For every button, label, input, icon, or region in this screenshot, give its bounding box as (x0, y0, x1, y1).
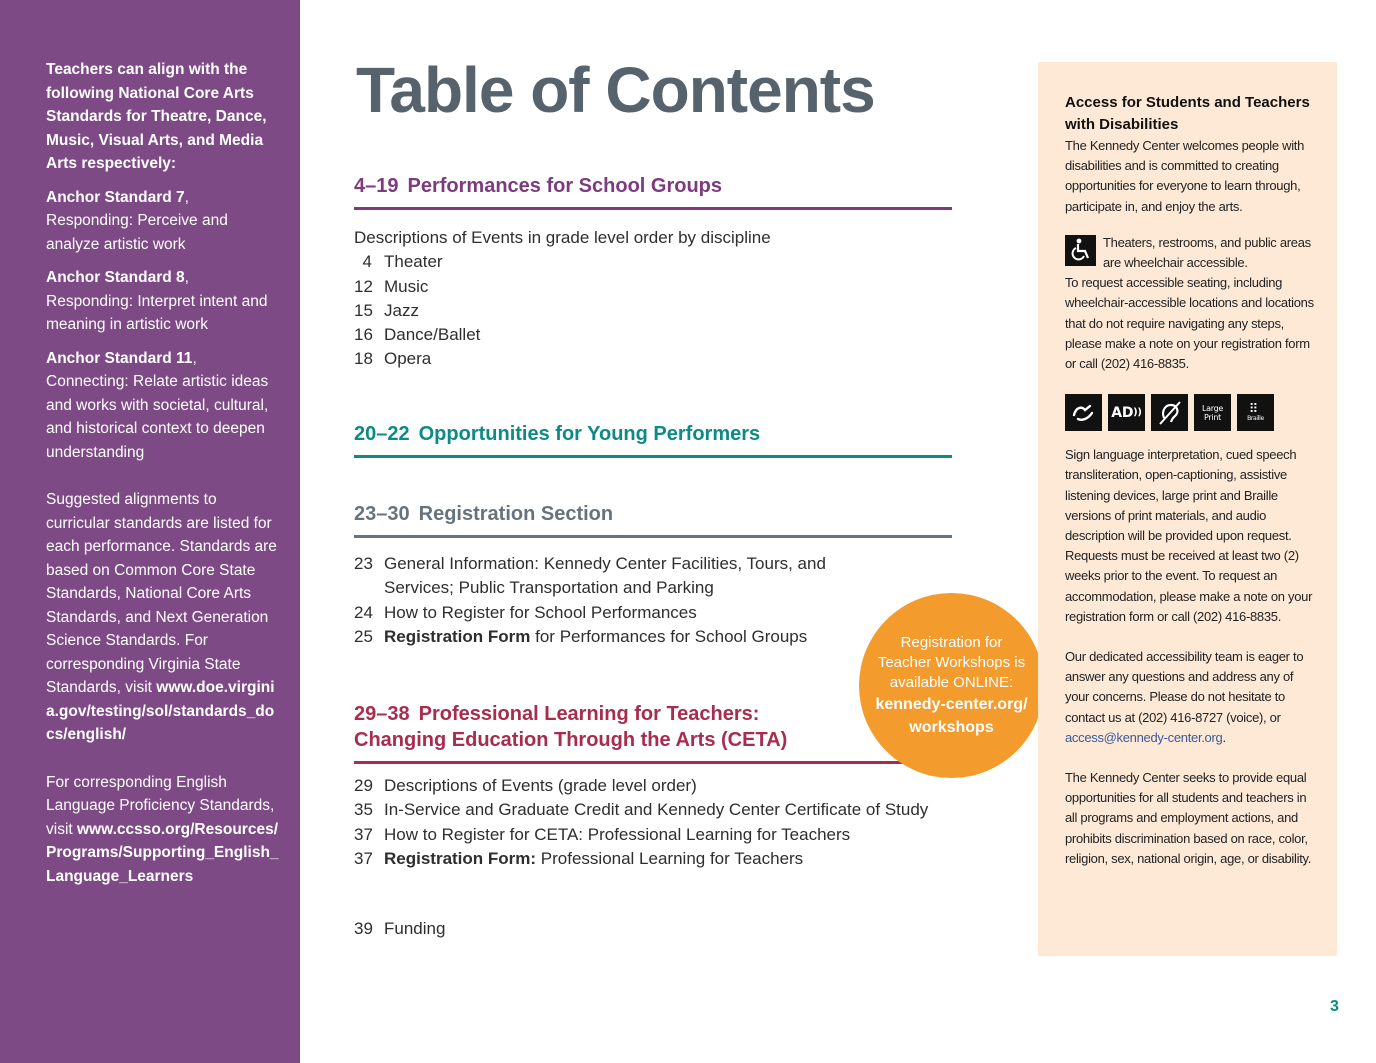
section-pages: 20–22 (354, 423, 410, 445)
section-pages: 4–19 (354, 175, 399, 197)
anchor-label: Anchor Standard 11 (46, 349, 193, 367)
alignments-paragraph (46, 488, 280, 747)
ccsso-link[interactable]: www.ccsso.org/Resources/Programs/Supporting_English_Language_Learners (46, 820, 279, 885)
toc-item[interactable]: 15 Jazz (354, 300, 419, 320)
wheelchair-text: Theaters, restrooms, and public areas are wheelchair accessible. (1103, 234, 1311, 271)
section-subtitle: Changing Education Through the Arts (CETA) (354, 729, 788, 751)
section-rule (354, 761, 952, 764)
toc-list (354, 917, 952, 941)
alignments-text: Suggested alignments to curricular standards are listed for each performance. Standards are based on Common Core State Standards, National Core Arts Standards, and Next Generation Science Standards. For corresponding Virginia State Standards, visit (46, 491, 277, 696)
toc-item[interactable]: 37 How to Register for CETA: Professional Learning for Teachers (354, 824, 851, 844)
section-performances (354, 173, 952, 372)
section-funding (354, 917, 952, 941)
standards-sidebar (0, 0, 300, 1063)
anchor-label: Anchor Standard 7 (46, 188, 185, 206)
anchor-text: Responding: Interpret intent and meaning in artistic work (46, 292, 268, 333)
anchor-standard-7: Anchor Standard 7, Responding: Perceive and analyze artistic work (46, 188, 228, 253)
toc-item[interactable]: 23 General Information: Kennedy Center Facilities, Tours, and Services; Public Transportation and Parking (354, 554, 826, 598)
toc-item[interactable]: 24 How to Register for School Performances (354, 602, 697, 622)
anchor-text: Connecting: Relate artistic ideas and works with societal, cultural, and historical context to deepen understanding (46, 373, 269, 461)
anchor-standard-8: Anchor Standard 8, Responding: Interpret intent and meaning in artistic work (46, 269, 268, 333)
toc-item[interactable]: 12 Music (354, 276, 429, 296)
section-title: Professional Learning for Teachers: (418, 703, 760, 725)
email-link[interactable]: access@kennedy-center.org (1065, 729, 1223, 745)
section-heading (354, 501, 952, 535)
toc-item[interactable]: 35 In-Service and Graduate Credit and Kennedy Center Certificate of Study (354, 800, 929, 820)
workshops-link[interactable]: kennedy-center.org/ workshops (875, 695, 1028, 736)
panel-intro: The Kennedy Center welcomes people with disabilities and is committed to creating opportunities for everyone to learn through, participate in, and enjoy the arts. (1065, 138, 1305, 214)
section-heading (354, 173, 952, 207)
toc-item[interactable]: 25 Registration Form for Performances for School Groups (354, 626, 808, 646)
toc-list (354, 552, 914, 649)
section-title: Opportunities for Young Performers (418, 423, 761, 445)
toc-item[interactable]: 39 Funding (354, 919, 446, 938)
toc-description: Descriptions of Events in grade level order by discipline (354, 228, 771, 247)
toc-list (354, 774, 952, 871)
section-heading (354, 421, 952, 455)
section-young-performers (354, 421, 952, 458)
seating-text: To request accessible seating, including wheelchair-accessible locations and locations that do not require navigating any steps, please make a note on your registration form or call (202) 416-8835. (1065, 275, 1314, 372)
services-text: Sign language interpretation, cued speech transliteration, open-captioning, assistive listening devices, large print and Braille versions of print materials, and audio description will be provided upon request. Requests must be received at least two (2) weeks prior to the event. To request an accommodation, please make a note on your registration form or call (202) 416-8835. (1065, 447, 1313, 624)
toc-item[interactable]: 18 Opera (354, 349, 432, 369)
section-pages: 23–30 (354, 503, 410, 525)
toc-item[interactable]: 29 Descriptions of Events (grade level order) (354, 776, 697, 795)
english-paragraph (46, 771, 280, 889)
accessibility-panel (1038, 62, 1337, 956)
audio-description-icon: AD )) (1108, 394, 1145, 431)
team-paragraph: Our dedicated accessibility team is eager to answer any questions and address any of your concerns. Please do not hesitate to contact us at (202) 416-8727 (voice), or access@kennedy-center.org. (1065, 649, 1304, 745)
section-registration (354, 501, 952, 649)
section-pages: 29–38 (354, 703, 410, 725)
toc-item[interactable]: 4 Theater (362, 252, 443, 272)
sign-language-icon (1065, 394, 1102, 431)
english-text: For corresponding English Language Proficiency Standards, visit (46, 773, 275, 838)
large-print-icon: Large Print (1194, 394, 1231, 431)
wheelchair-icon (1065, 235, 1096, 266)
accessibility-icons (1065, 394, 1315, 431)
section-rule (354, 455, 952, 458)
badge-text: Registration for Teacher Workshops is available ONLINE: (877, 633, 1026, 691)
wheelchair-row (1065, 233, 1315, 273)
section-rule (354, 207, 952, 210)
anchor-label: Anchor Standard 8 (46, 269, 185, 286)
page-number: 3 (1330, 998, 1339, 1015)
virginia-standards-link[interactable]: www.doe.virginia.gov/testing/sol/standards_docs/english/ (46, 679, 275, 743)
panel-heading: Access for Students and Teachers with Disabilities (1065, 94, 1310, 133)
section-professional-learning (354, 701, 952, 871)
equal-opportunity-text: The Kennedy Center seeks to provide equal opportunities for all students and teachers in all programs and employment actions, and prohibits discrimination based on race, color, religion, sex, national origin, age, or disability. (1065, 770, 1312, 866)
section-title: Performances for School Groups (407, 175, 723, 197)
toc-item[interactable]: 37 Registration Form: Professional Learning for Teachers (354, 848, 804, 868)
standards-intro: Teachers can align with the following National Core Arts Standards for Theatre, Dance, Music, Visual Arts, and Media Arts respectively: (46, 61, 267, 172)
toc-list (354, 226, 952, 372)
anchor-standard-11: Anchor Standard 11, Connecting: Relate artistic ideas and works with societal, cultural, and historical context to deepen understanding (46, 349, 269, 461)
braille-icon: ⠿ Braille (1237, 394, 1274, 431)
toc-item[interactable]: 16 Dance/Ballet (354, 325, 481, 345)
section-rule (354, 535, 952, 538)
anchor-text: Responding: Perceive and analyze artistic work (46, 212, 228, 253)
workshop-registration-badge (859, 593, 1044, 778)
section-title: Registration Section (418, 503, 614, 525)
assistive-listening-icon (1151, 394, 1188, 431)
page-title: Table of Contents (356, 54, 875, 126)
